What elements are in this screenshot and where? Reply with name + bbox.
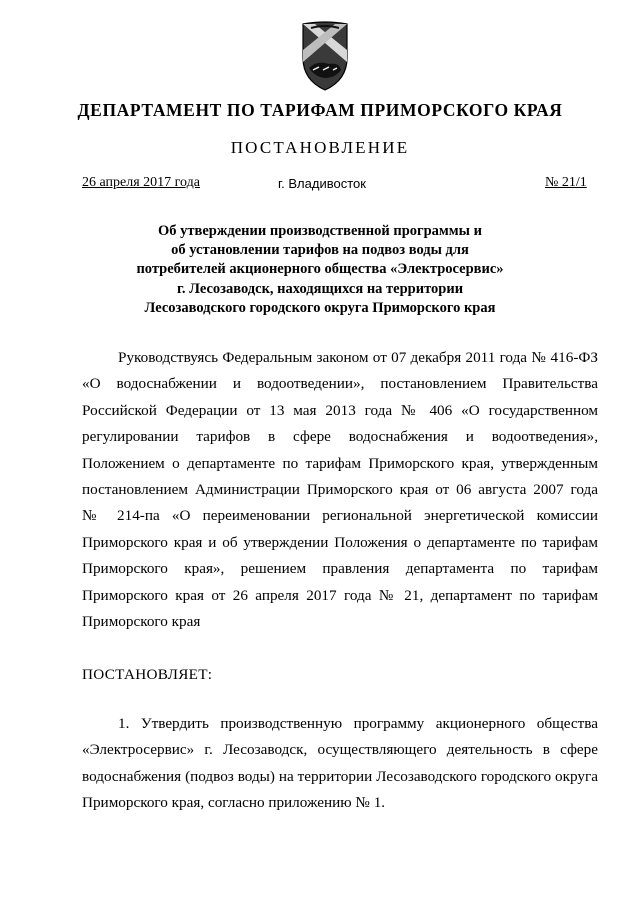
preamble-paragraph <box>82 345 598 635</box>
text-line: регулировании тарифов в сфере водоснабжения и водоотведения», <box>82 428 598 446</box>
title-line: Лесозаводского городского округа Приморского края <box>144 299 496 316</box>
text-line: Положением о департаменте по тарифам Приморского края, утвержденным <box>82 454 598 472</box>
department-name: ДЕПАРТАМЕНТ ПО ТАРИФАМ ПРИМОРСКОГО КРАЯ <box>77 100 563 120</box>
title-line: об установлении тарифов на подвоз воды для <box>171 242 469 259</box>
text-line: Приморского края <box>82 612 201 630</box>
text-line: № 214-па «О переименовании региональной энергетической комиссии <box>82 507 598 525</box>
decides-heading: ПОСТАНОВЛЯЕТ: <box>82 666 213 683</box>
document-number: № 21/1 <box>545 175 587 190</box>
document-title <box>90 222 550 318</box>
coat-of-arms-icon <box>295 20 355 92</box>
text-line: водоснабжения (подвоз воды) на территории Лесозаводского городского округа <box>82 767 598 785</box>
document-type: ПОСТАНОВЛЕНИЕ <box>230 138 410 157</box>
title-line: Об утверждении производственной программы и <box>158 223 482 239</box>
text-line: Российской Федерации от 13 мая 2013 года № 406 «О государственном <box>82 401 598 419</box>
text-line: «О водоснабжении и водоотведении», постановлением Правительства <box>82 375 598 393</box>
text-line: Приморского края и об утверждении Положения о департаменте по тарифам <box>82 533 598 551</box>
text-line: 1. Утвердить производственную программу акционерного общества <box>118 715 598 732</box>
text-line: Приморского края от 26 апреля 2017 года № 21, департамент по тарифам <box>82 586 598 604</box>
text-line: Руководствуясь Федеральным законом от 07 декабря 2011 года № 416-ФЗ <box>118 349 598 366</box>
text-line: Приморского края», решением правления департамента по тарифам <box>82 560 598 578</box>
item-1-paragraph <box>82 711 598 817</box>
document-date: 26 апреля 2017 года <box>82 175 200 190</box>
title-line: потребителей акционерного общества «Электросервис» <box>136 261 504 278</box>
title-line: г. Лесозаводск, находящихся на территории <box>176 280 464 297</box>
document-city: г. Владивосток <box>278 176 366 191</box>
text-line: постановлением Администрации Приморского края от 06 августа 2007 года <box>82 480 598 498</box>
text-line: Приморского края, согласно приложению № 1. <box>82 794 386 812</box>
text-line: «Электросервис» г. Лесозаводск, осуществляющего деятельность в сфере <box>82 741 598 759</box>
